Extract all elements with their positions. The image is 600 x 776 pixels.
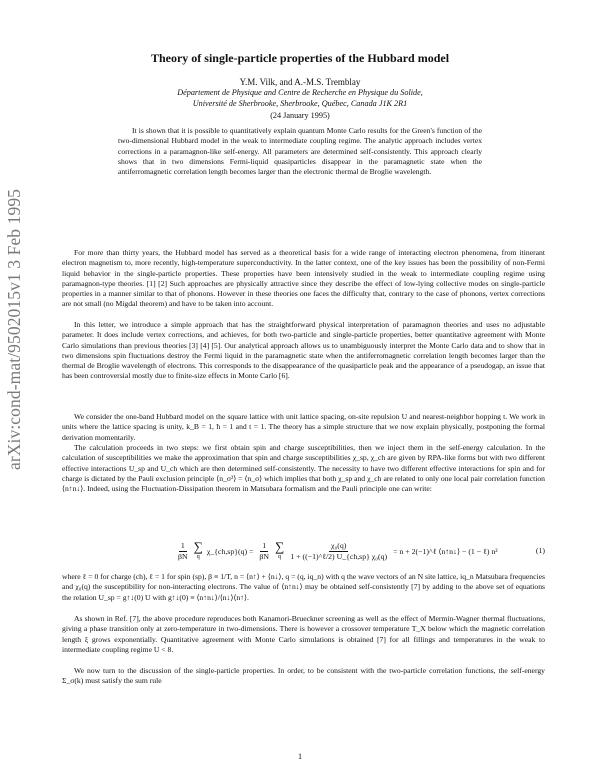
paragraph-intro: For more than thirty years, the Hubbard model has served as a theoretical basis for a wide range of interacting electron phenomena, from itinerant electron magnetism to, more recently, high-temperature superconductivity. In the latter context, one of the key issues has been the possibility of non-Fermi liquid behavior in the single-particle properties. These properties have been intensively studied in the weak to intermediate coupling regime using paramagnon-type theories. [1] [2] Such approaches are physically attractive since they describe the effect of low-lying collective modes on single-particle properties in a manner similar to that of phonons. However in these theories one faces the difficulty that, contrary to the case of phonons, vertex corrections are not small (no Migdal theorem) and have to be taken into account. <box>62 248 545 309</box>
equation-1 <box>62 537 545 565</box>
paragraph-calculation: The calculation proceeds in two steps: we first obtain spin and charge susceptibilities, then we inject them in the self-energy calculation. In the calculation of susceptibilities we make the approximation that spin and charge susceptibilities χ_sp, χ_ch are given by RPA-like forms but with two different effective interactions U_sp and U_ch which are then determined self-consistently. The necessity to have two different effective interactions for spin and for charge is dictated by the Pauli exclusion principle ⟨n_σ²⟩ = ⟨n_σ⟩ which implies that both χ_sp and χ_ch are related to only one local pair correlation function ⟨n↑n↓⟩. Indeed, using the Fluctuation-Dissipation theorem in Matsubara formalism and the Pauli principle one can write: <box>62 443 545 494</box>
paragraph-definitions: where ℓ = 0 for charge (ch), ℓ = 1 for spin (sp), β ≡ 1/T, n = ⟨n↑⟩ + ⟨n↓⟩, q = (q, iq_n) with q the wave vectors of an N site lattice, iq_n Matsubara frequencies and χ₀(q) the susceptibility for non-interacting electrons. The value of ⟨n↑n↓⟩ may be obtained self-consistently [7] by adding to the above set of equations the relation U_sp = g↑↓(0) U with g↑↓(0) ≡ ⟨n↑n↓⟩/⟨n↓⟩⟨n↑⟩. <box>62 572 545 602</box>
affiliation <box>60 88 540 109</box>
rhs-sum-index: q <box>278 554 282 560</box>
affiliation-line-1: Département de Physique and Centre de Recherche en Physique du Solide, <box>177 88 423 97</box>
lhs-term: χ_{ch,sp}(q) = <box>206 546 254 556</box>
paragraph-approach: In this letter, we introduce a simple approach that has the straightforward physical interpretation of paramagnon theories and uses no adjustable parameter. It does include vertex corrections, and achieves, for both two-particle and single-particle properties, better quantitative agreement with Monte Carlo simulations than previous theories [3] [4] [5]. Our analytical approach allows us to unambiguously interpret the Monte Carlo data and to show that in two dimensions spin fluctuations destroy the Fermi liquid in the paramagnetic state when the antiferromagnetic correlation length becomes larger than the thermal de Broglie wavelength of electrons. This corresponds to the disappearance of the quasiparticle peak and the appearance of a pseudogap, an issue that has been controversial mostly due to finite-size effects in Monte Carlo [6]. <box>62 320 545 381</box>
lhs-prefactor-numerator: 1 <box>180 540 185 550</box>
author-list: Y.M. Vilk, and A.-M.S. Tremblay <box>239 77 361 87</box>
equation-number: (1) <box>535 546 545 555</box>
affiliation-line-2: Université de Sherbrooke, Sherbrooke, Québec, Canada J1K 2R1 <box>192 98 408 108</box>
submission-date: (24 January 1995) <box>270 111 330 120</box>
summation-symbol: ∑ <box>193 539 203 554</box>
lhs-sum <box>194 540 203 562</box>
page-number: 1 <box>297 752 303 761</box>
rhs-prefactor-numerator: 1 <box>262 540 267 550</box>
lhs-prefactor <box>176 541 190 562</box>
rhs-prefactor <box>257 541 271 562</box>
paragraph-model: We consider the one-band Hubbard model on the square lattice with unit lattice spacing, on-site repulsion U and nearest-neighbor hopping t. We work in units where the lattice spacing is unity, k_B = 1, ħ = 1 and t = 1. The theory has a simple structure that we now explain physically, postponing the formal derivation momentarily. <box>62 412 545 442</box>
lhs-prefactor-denominator: βN <box>178 551 188 561</box>
rhs-sum <box>275 540 284 562</box>
arxiv-identifier-stamp: arXiv:cond-mat/9502015v1 3 Feb 1995 <box>4 188 24 470</box>
paragraph-crossover: As shown in Ref. [7], the above procedure reproduces both Kanamori-Brueckner screening as well as the effect of Mermin-Wagner thermal fluctuations, giving a phase transition only at zero-temperature in two-dimensions. There is however a crossover temperature T_X below which the magnetic correlation length ξ grows exponentially. Quantitative agreement with Monte Carlo simulations is obtained [7] for all fillings and temperatures in the weak to intermediate coupling regime U < 8. <box>62 614 545 654</box>
paragraph-self-energy: We now turn to the discussion of the single-particle properties. In order, to be consistent with the two-particle correlation functions, the self-energy Σ_σ(k) must satisfy the sum rule <box>62 666 545 686</box>
summation-symbol: ∑ <box>275 539 285 554</box>
paper-title: Theory of single-particle properties of the Hubbard model <box>150 51 450 65</box>
rhs-fraction-numerator: χ₀(q) <box>331 540 347 550</box>
rhs-fraction <box>288 541 389 562</box>
lhs-sum-index: q <box>196 554 200 560</box>
equation-body <box>174 537 500 565</box>
equation-result: = n + 2(−1)^ℓ ⟨n↑n↓⟩ − (1 − ℓ) n² <box>393 546 498 556</box>
rhs-prefactor-denominator: βN <box>259 551 270 561</box>
rhs-fraction-denominator: 1 + ((−1)^ℓ/2) U_{ch,sp} χ₀(q) <box>290 551 388 561</box>
abstract: It is shown that it is possible to quantitatively explain quantum Monte Carlo results for the Green's function of the two-dimensional Hubbard model in the weak to intermediate coupling regime. The analytic approach includes vertex corrections in a paramagnon-like self-energy. All parameters are determined self-consistently. This approach clearly shows that in two dimensions Fermi-liquid quasiparticles disappear in the paramagnetic state when the antiferromagnetic correlation length becomes larger than the electronic thermal de Broglie wavelength. <box>118 126 482 177</box>
